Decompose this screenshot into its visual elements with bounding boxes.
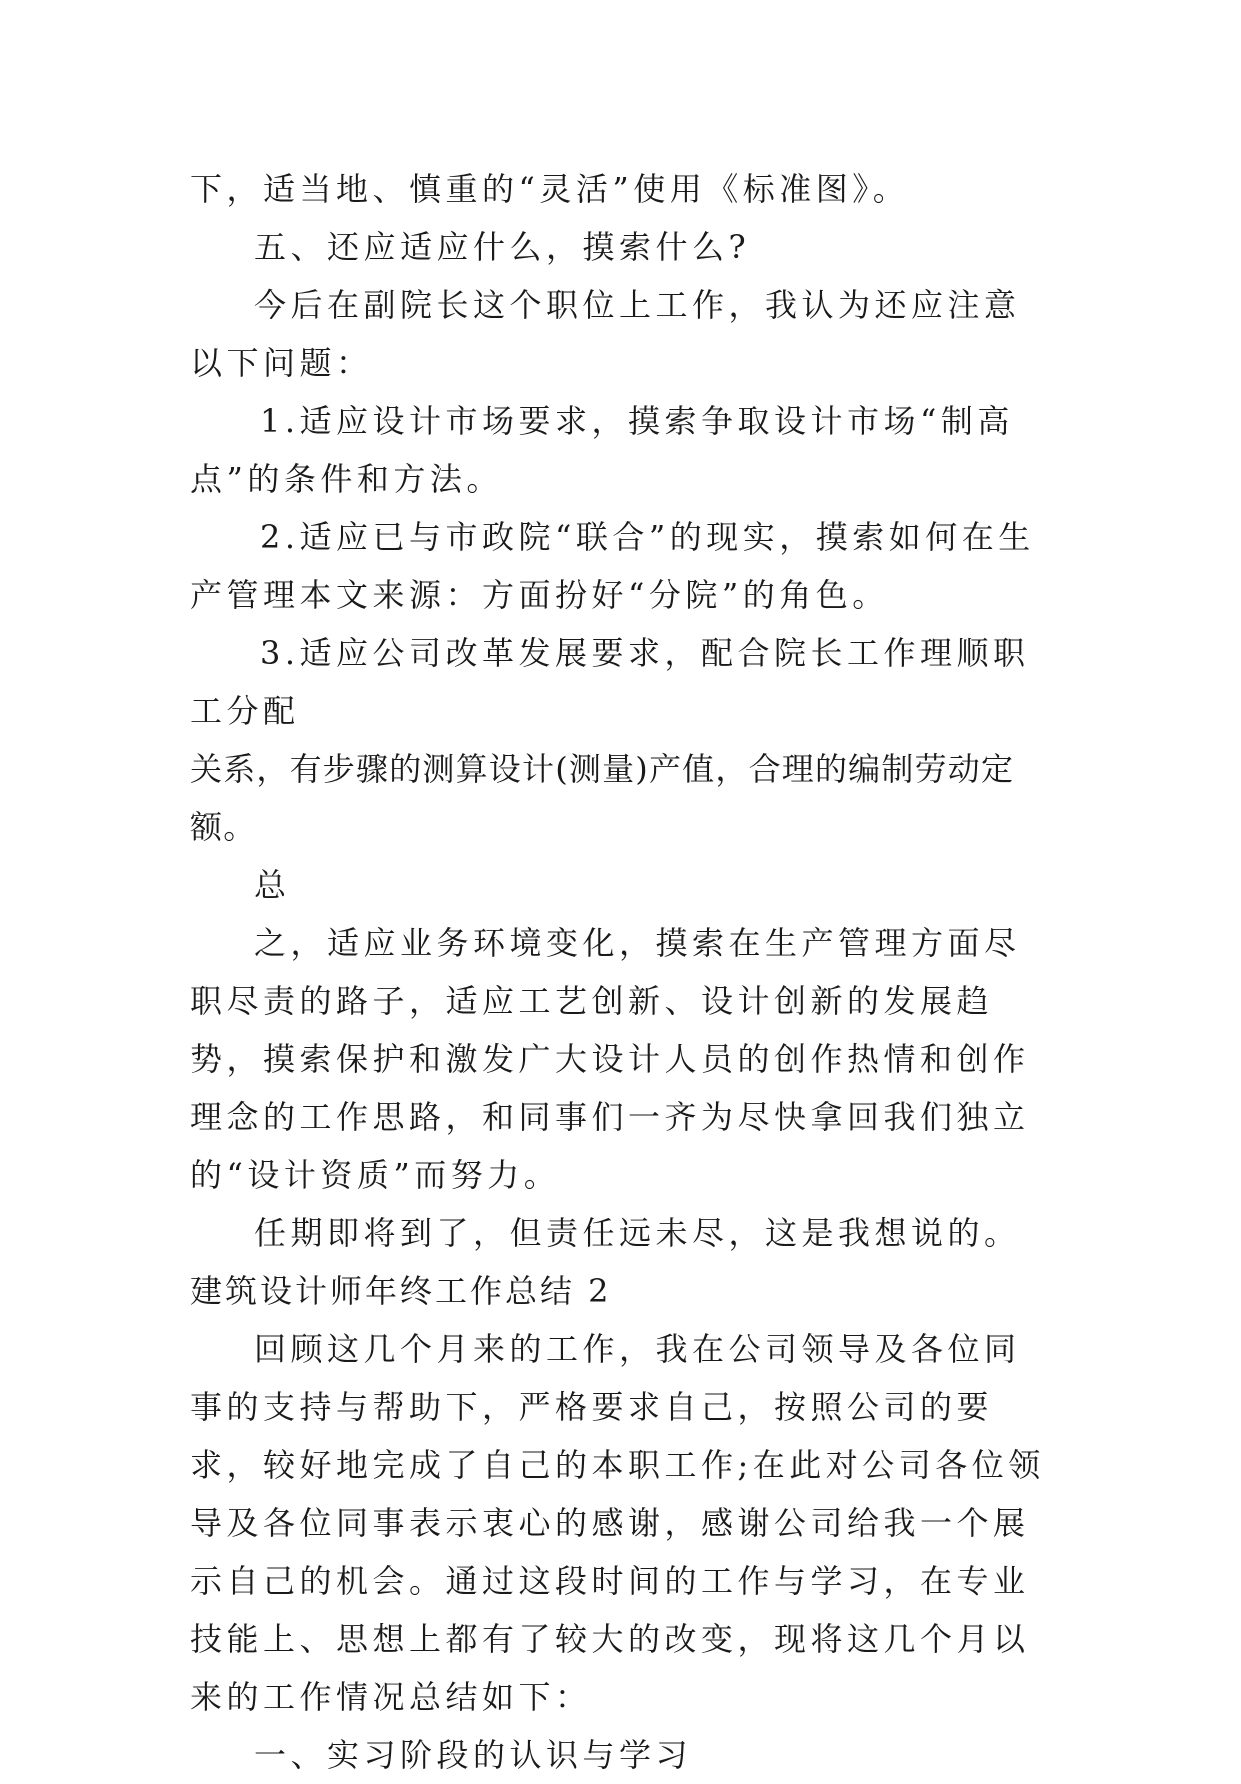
paragraph-continuation: 下，适当地、慎重的“灵活”使用《标准图》。	[190, 170, 910, 208]
section-heading-five: 五、还应适应什么，摸索什么?	[254, 228, 751, 266]
list-item-3: 3.适应公司改革发展要求，配合院长工作理顺职工分配	[190, 634, 1030, 730]
list-item-1: 1.适应设计市场要求，摸索争取设计市场“制高点”的条件和方法。	[190, 402, 1014, 498]
section-heading-one: 一、实习阶段的认识与学习	[254, 1736, 693, 1774]
list-item-2: 2.适应已与市政院“联合”的现实，摸索如何在生产管理本文来源：方面扮好“分院”的角色。	[190, 518, 1035, 614]
paragraph-summary-start: 总	[254, 866, 291, 904]
document-page	[190, 160, 1050, 1784]
section-title: 建筑设计师年终工作总结 2	[190, 1272, 612, 1310]
paragraph-intro: 今后在副院长这个职位上工作，我认为还应注意以下问题：	[190, 286, 1021, 382]
paragraph-summary: 之，适应业务环境变化，摸索在生产管理方面尽职尽责的路子，适应工艺创新、设计创新的发展趋势，摸索保护和激发广大设计人员的创作热情和创作理念的工作思路，和同事们一齐为尽快拿回我们独立的“设计资质”而努力。	[190, 924, 1030, 1194]
paragraph-review: 回顾这几个月来的工作，我在公司领导及各位同事的支持与帮助下，严格要求自己，按照公司的要求，较好地完成了自己的本职工作;在此对公司各位领导及各位同事表示衷心的感谢，感谢公司给我一个展示自己的机会。通过这段时间的工作与学习，在专业技能上、思想上都有了较大的改变，现将这几个月以来的工作情况总结如下：	[190, 1330, 1045, 1716]
paragraph-closing: 任期即将到了，但责任远未尽，这是我想说的。	[254, 1214, 1021, 1252]
list-item-3-continuation: 关系，有步骤的测算设计(测量)产值，合理的编制劳动定额。	[190, 750, 1015, 846]
